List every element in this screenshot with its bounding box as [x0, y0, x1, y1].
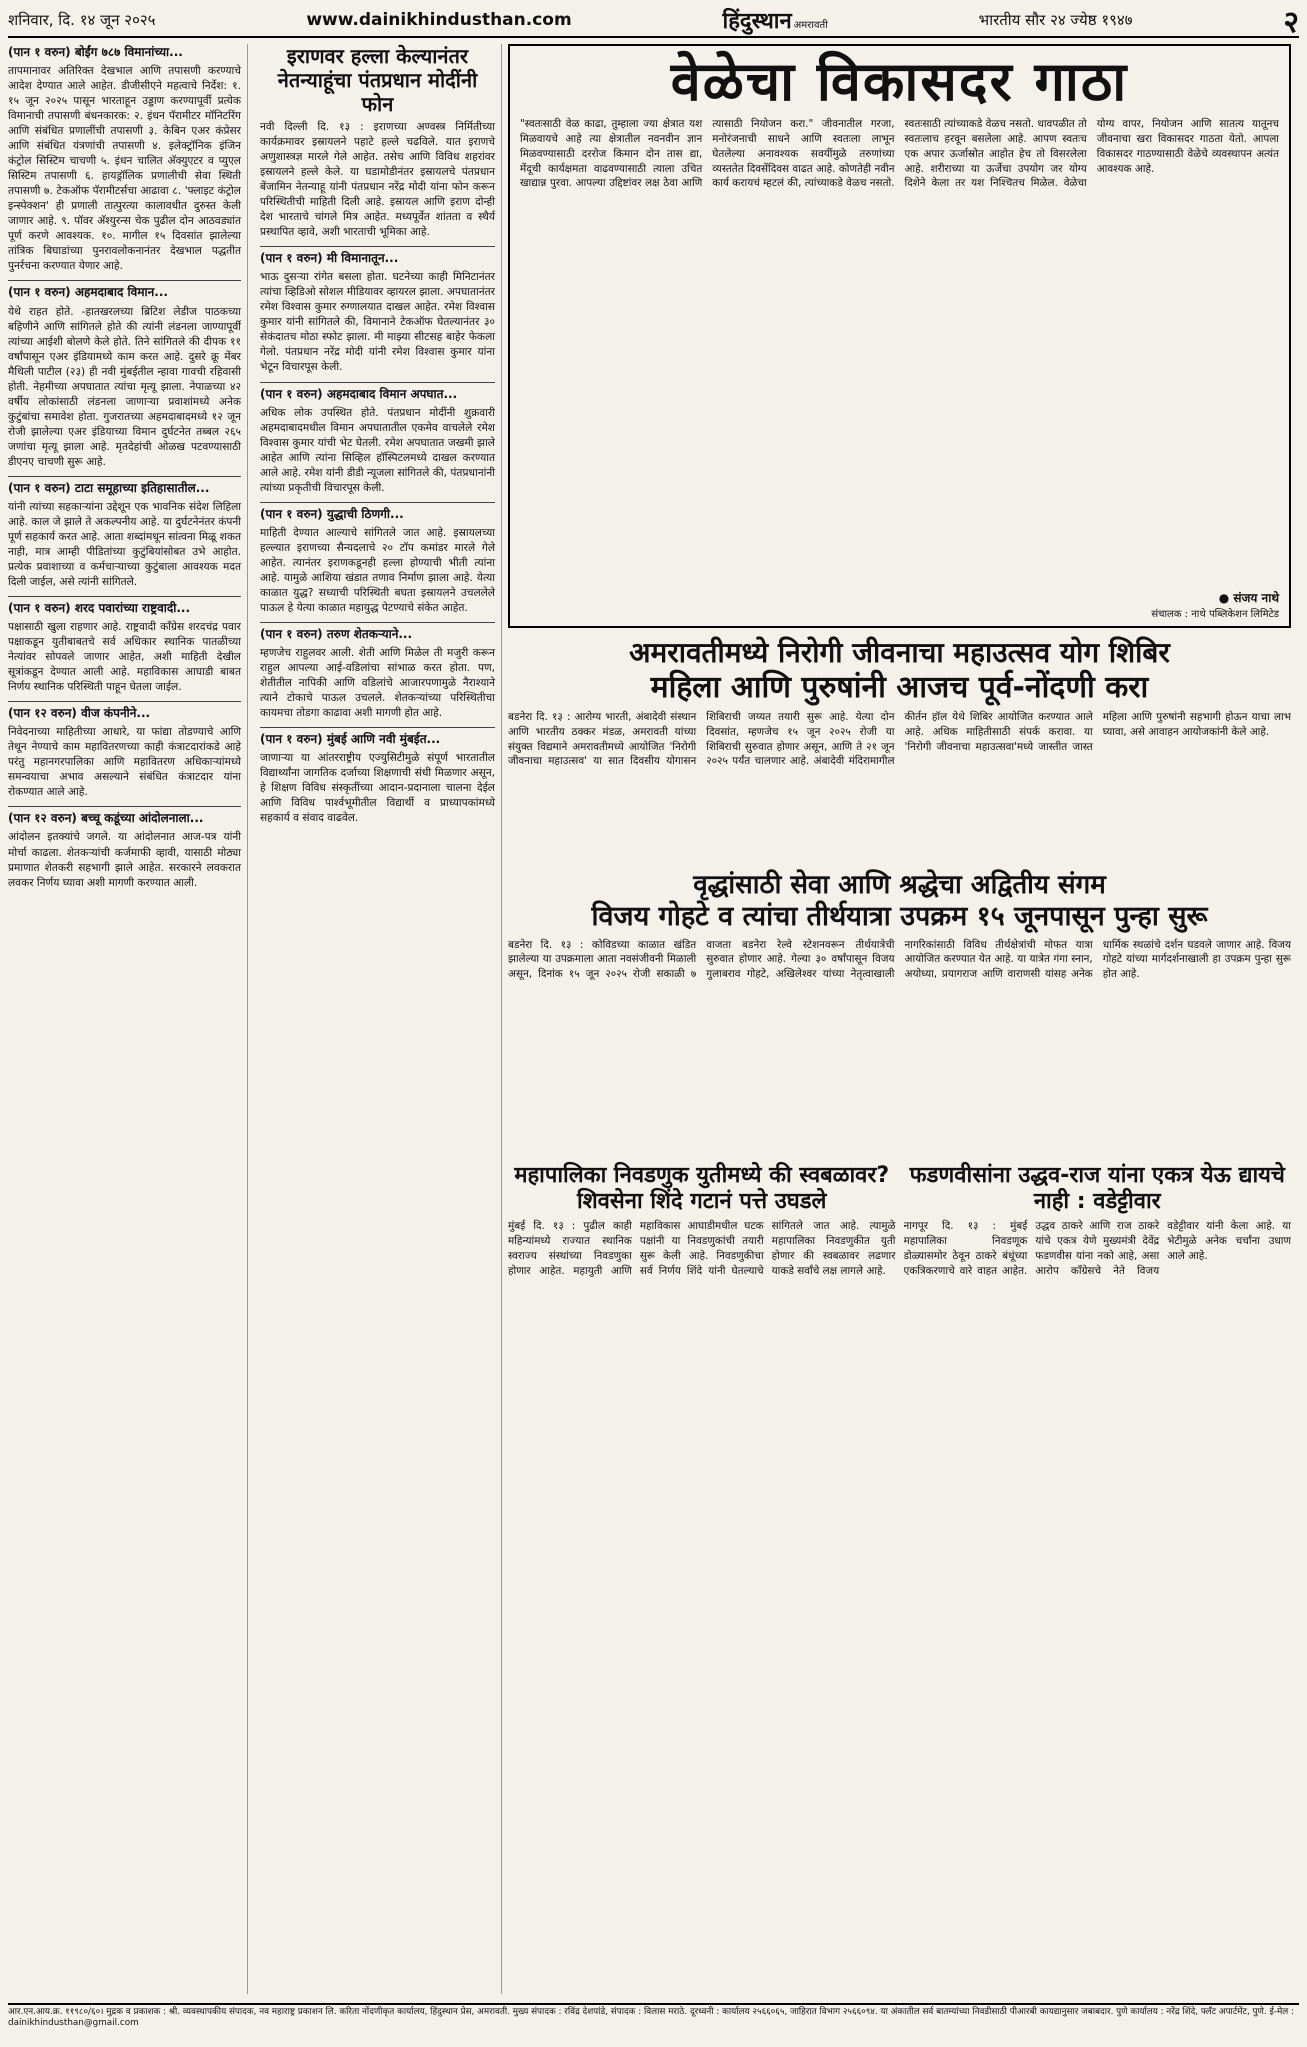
yoga-camp-article — [508, 636, 1291, 860]
story-text: यांनी त्यांच्या सहकाऱ्यांना उद्देशून एक भावनिक संदेश लिहिला आहे. काल जे झाले ते अकल्पनीय आहे. या दुर्घटनेनंतर कंपनी पूर्ण सहकार्य करत आहे. आता शब्दांमधून सांत्वना मिळू शकत नाही, मात्र आम्ही पीडितांच्या कुटुंबियांसोबत उभे आहोत. प्रत्येक प्रवाशाच्या व कर्मचाऱ्याच्या कुटुंबाला आवश्यक मदत दिली जाईल, असे त्यांनी सांगितले. — [8, 500, 241, 589]
story-headline: (पान १ वरुन) शरद पवारांच्या राष्ट्रवादी... — [8, 596, 241, 617]
pilgrimage-body: बडनेरा दि. १३ : कोविडच्या काळात खंडित झालेल्या या उपक्रमाला आता नवसंजीवनी मिळाली असून, दिनांक १५ जून २०२५ रोजी सकाळी ७ वाजता बडनेरा रेल्वे स्टेशनवरून तीर्थयात्रेची सुरुवात होणार आहे. गेल्या ३० वर्षांपासून विजय गुलाबराव गोहटे, अखिलेश्वर यांच्या नेतृत्वाखाली नागरिकांसाठी विविध तीर्थक्षेत्रांची मोफत यात्रा आयोजित करण्यात येत आहे. या यात्रेत गंगा स्नान, अयोध्या, प्रयागराज आणि वाराणसी यांसह अनेक धार्मिक स्थळांचे दर्शन घडवले जाणार आहे. विजय गोहटे यांच्या मार्गदर्शनाखाली हा उपक्रम पुन्हा सुरू होत आहे. — [508, 938, 1291, 981]
yoga-title: अमरावतीमध्ये निरोगी जीवनाचा महाउत्सव योग शिबिर — [629, 636, 1170, 670]
story-headline: (पान १ वरुन) टाटा समूहाच्या इतिहासातील... — [8, 476, 241, 497]
imprint-footer: आर.एन.आय.क्र. ११९८०/६०। मुद्रक व प्रकाशक : श्री. व्यवस्थापकीय संपादक, नव महाराष्ट्र प्रकाशन लि. करिता नोंदणीकृत कार्यालय, हिंदुस्थान प्रेस, अमरावती. मुख्य संपादक : रविंद्र देशपांडे, संपादक : विलास मराठे. दूरध्वनी : कार्यालय २५६६०६५, जाहिरात विभाग २५६६०९४. या अंकातील सर्व बातम्यांच्या निवडीसाठी पीआरबी कायद्यानुसार जबाबदार. पुणे कार्यालय : नरेंद्र शिंदे, फ्लॅट अपार्टमेंट, पुणे. ई-मेल : dainikhindusthan@gmail.com — [8, 2003, 1299, 2043]
fadnavis-body: नागपूर दि. १३ : मुंबई महापालिका निवडणूक डोळ्यासमोर ठेवून ठाकरे बंधूंच्या एकत्रिकरणाचे वारे वाहत आहेत. उद्धव ठाकरे आणि राज ठाकरे यांचे एकत्र येणे मुख्यमंत्री देवेंद्र फडणवीस यांना नको आहे, असा आरोप काँग्रेसचे नेते विजय वडेट्टीवार यांनी केला आहे. या भेटीमुळे अनेक चर्चांना उधाण आले आहे. — [903, 1220, 1291, 1277]
masthead — [8, 4, 1299, 38]
story-headline: (पान १ वरुन) अहमदाबाद विमान... — [8, 280, 241, 301]
yoga-body: बडनेरा दि. १३ : आरोग्य भारती, अंबादेवी संस्थान आणि भारतीय ठक्कर मंडळ, अमरावती यांच्या संयुक्त विद्यमाने अमरावतीमध्ये आयोजित 'निरोगी जीवनाचा महाउत्सव' या सात दिवसीय योगासन शिबिराची जय्यत तयारी सुरू आहे. येत्या दोन दिवसांत, म्हणजेच १५ जून २०२५ रोजी या शिबिराची सुरुवात होणार असून, आणि ते २१ जून २०२५ पर्यंत चालणार आहे. अंबादेवी मंदिरामागील कीर्तन हॉल येथे शिबिर आयोजित करण्यात आले आहे. अधिक माहितीसाठी संपर्क करावा. या 'निरोगी जीवनाचा महाउत्सवा'मध्ये जास्तीत जास्त महिला आणि पुरुषांनी सहभागी होऊन याचा लाभ घ्यावा, असे आवाहन आयोजकांनी केले आहे. — [508, 710, 1291, 768]
pilgrimage-subtitle: विजय गोहटे व त्यांचा तीर्थयात्रा उपक्रम १५ जूनपासून पुन्हा सुरू — [591, 901, 1208, 933]
shivsena-body: मुंबई दि. १३ : पुढील काही महिन्यांमध्ये राज्यात स्थानिक स्वराज्य संस्थांच्या निवडणुका होणार आहेत. महायुती आणि महाविकास आघाडीमधील घटक पक्षांनी या निवडणुकांची तयारी सुरू केली आहे. निवडणुकीचा सर्व निर्णय शिंदे यांनी घेतल्याचे सांगितले जात आहे. त्यामुळे महापालिका निवडणुकीत युती होणार की स्वबळावर लढणार याकडे सर्वांचे लक्ष लागले आहे. — [508, 1220, 896, 1277]
fadnavis-article — [904, 1163, 1292, 1690]
story-headline: इराणवर हल्ला केल्यानंतर नेतन्याहूंचा पंतप्रधान मोदींनी फोन — [277, 44, 478, 116]
story-headline: (पान १ वरुन) अहमदाबाद विमान अपघात... — [260, 382, 495, 403]
story-text: म्हणजेच राहुलवर आली. शेती आणि मिळेल ती मजुरी करून राहुल आपल्या आई-वडिलांचा सांभाळ करत होता. पण, शेतीतील नापिकी आणि वडिलांचे आजारपणामुळे नैराश्याने त्याने टोकाचे पाऊल उचलले. शेतकऱ्यांच्या परिस्थितीचा कायमचा तोडगा काढावा अशी मागणी होत आहे. — [260, 646, 495, 720]
story-text: निवेदनाच्या माहितीच्या आधारे, या फांद्या तोडण्याचे आणि तेथून नेण्याचे काम महावितरणच्या काही कंत्राटदारांकडे आहे परंतु महानगरपालिका आणि महावितरण अधिकाऱ्यांमध्ये समन्वयाचा अभाव असल्याने संबंधित कंत्राटदार यांना रोकण्यात आले आहे. — [8, 726, 241, 799]
story-text: अधिक लोक उपस्थित होते. पंतप्रधान मोदींनी शुक्रवारी अहमदाबादमधील विमान अपघातातील एकमेव वाचलेले रमेश विश्वास कुमार यांची भेट घेतली. रमेश अपघातात जखमी झाले आहेत आणि त्यांना सिव्हिल हॉस्पिटलमध्ये दाखल करण्यात आले आहे. रमेश यांनी डीडी न्यूजला सांगितले की, पंतप्रधानांनी त्यांच्या प्रकृतीची विचारपूस केली. — [260, 406, 495, 494]
story-headline: (पान १२ वरुन) बच्चू कडूंच्या आंदोलनाला... — [8, 806, 241, 827]
date-line: शनिवार, दि. १४ जून २०२५ — [8, 11, 156, 29]
yoga-subtitle: महिला आणि पुरुषांनी आजच पूर्व-नोंदणी करा — [650, 669, 1149, 705]
editorial-article — [508, 44, 1291, 628]
story-headline: (पान १ वरुन) मुंबई आणि नवी मुंबईत... — [260, 727, 495, 748]
story-text: माहिती देण्यात आल्याचे सांगितले जात आहे. इस्रायलच्या हल्ल्यात इराणच्या सैन्यदलाचे २० टॉप कमांडर मारले गेले आहेत. त्यानंतर इराणकडूनही हल्ला होण्याची भीती त्यांना आहे. यामुळे आशिया खंडात तणाव निर्माण झाला आहे. येत्या काळात युद्ध? सध्याची परिस्थिती बघता इस्रायलने उचललेले पाऊल हे येत्या काळात महायुद्ध पेटण्याचे संकेत आहेत. — [260, 526, 495, 614]
column-continued-stories-1 — [8, 44, 248, 1994]
page-body — [8, 38, 1299, 1998]
page-number: २ — [1283, 4, 1299, 40]
website-link[interactable]: www.dainikhindusthan.com — [306, 10, 572, 30]
right-section — [508, 44, 1291, 1689]
editorial-title: वेळेचा विकासदर गाठा — [670, 50, 1129, 113]
story-text: जाणाऱ्या या आंतरराष्ट्रीय एज्युसिटीमुळे संपूर्ण भारतातील विद्यार्थ्यांना जागतिक दर्जाच्या शिक्षणाची संधी मिळणार असून, हे शिक्षण विविध संस्कृतींच्या आदान-प्रदानाला चालना देईल आणि विविध पार्श्वभूमीतील विद्यार्थी व प्राध्यापकांमध्ये सहकार्य व संवाद वाढवेल. — [260, 752, 495, 825]
story-headline: (पान १ वरुन) मी विमानातून... — [260, 246, 495, 267]
fadnavis-title: फडणवीसांना उद्धव-राज यांना एकत्र येऊ द्यायचे नाही : वडेट्टीवार — [909, 1162, 1285, 1214]
editorial-credit: संचालक : नाथे पब्लिकेशन लिमिटेड — [1151, 609, 1279, 621]
story-headline: (पान १ वरुन) तरुण शेतकऱ्याने... — [260, 622, 495, 643]
newspaper-logo: हिंदुस्थान अमरावती — [722, 8, 828, 34]
story-text: पक्षासाठी खुला राहणार आहे. राष्ट्रवादी काँग्रेस शरदचंद्र पवार पक्षाकडून युतीबाबतचे सर्व अधिकार स्थानिक पातळीच्या नेत्यांवर सोपवले जाणार आहेत, अशी माहिती देखील सूत्रांकडून देण्यात आली आहे. महाविकास आघाडी बाबत निर्णय स्थानिक परिस्थिती पाहून घेतला जाईल. — [8, 621, 241, 694]
pilgrimage-article — [508, 870, 1291, 1153]
pilgrimage-title: वृद्धांसाठी सेवा आणि श्रद्धेचा अद्वितीय संगम — [693, 869, 1106, 900]
story-headline: (पान १२ वरुन) वीज कंपनीने... — [8, 701, 241, 722]
story-headline: (पान १ वरुन) युद्धाची ठिणगी... — [260, 502, 495, 523]
column-continued-stories-2 — [254, 44, 502, 1994]
story-text: तापमानावर अतिरिक्त देखभाल आणि तपासणी करण्याचे आदेश देण्यात आले आहेत. डीजीसीएने महत्वाचे निर्देश: १. १५ जून २०२५ पासून भारताहून उड्डाण करण्यापूर्वी प्रत्येक विमानाची तपासणी बंधनकारक: २. इंधन पॅरामीटर मॉनिटरिंग आणि संबंधित प्रणालींची तपासणी ३. केबिन एअर कंप्रेसर आणि संबंधित यंत्रणांची तपासणी ४. इलेक्ट्रॉनिक इंजिन कंट्रोल सिस्टिम चाचणी ५. इंधन चालित अ‍ॅक्युएटर व प्युएल सिस्टिम तपासणी ६. हायड्रॉलिक प्रणालीची सेवा स्थिती तपासणी ७. टेकऑफ पॅरामीटर्सचा आढावा ८. 'फ्लाइट कंट्रोल इन्स्पेक्शन' ही प्रणाली तात्पुरत्या कालावधीत दुरुस्त केली जाणार आहे. ९. पॉवर अ‍ॅश्युरन्स चेक पुढील दोन आठवड्यांत पूर्ण करणे आवश्यक. १०. मागील १५ दिवसांत झालेल्या तांत्रिक बिघाडांच्या पुनरावलोकनानंतर देखभाल पद्धतीत पुनर्रचना करण्यात येणार आहे. — [8, 65, 241, 273]
editorial-byline: ● संजय नाथे — [1218, 591, 1279, 606]
story-text: नवी दिल्ली दि. १३ : इराणच्या अण्वस्त्र निर्मितीच्या कार्यक्रमावर इस्रायलने पहाटे हल्ले चढविले. यात इराणचे अणुशास्त्रज्ञ मारले गेले आहेत. तसेच आणि विविध शहरांवर इस्रायलने हल्ले केले. या घडामोडीनंतर इस्रायलचे पंतप्रधान बेंजामिन नेतन्याहू यांनी पंतप्रधान नरेंद्र मोदी यांना फोन करून परिस्थितीची माहिती दिली आहे. इस्रायल आणि इराण दोन्ही देश भारताचे चांगले मित्र आहेत. मध्यपूर्वेत शांतता व स्थैर्य प्रस्थापित व्हावे, अशी भारताची भूमिका आहे. — [260, 121, 495, 239]
editorial-body: "स्वतःसाठी वेळ काढा, तुम्हाला ज्या क्षेत्रात यश मिळवायचे आहे त्या क्षेत्रातील नवनवीन ज्ञान मिळवण्यासाठी दररोज किमान दोन तास द्या, मेंदूची कार्यक्षमता वाढवण्यासाठी त्याला उचित खाद्यान्न पुरवा. आपल्या उद्दिष्टांवर लक्ष ठेवा आणि त्यासाठी नियोजन करा." जीवनातील गरजा, मनोरंजनाची साधने आणि स्वतःला लाभून घेतलेल्या अनावश्यक सवयींमुळे तरुणांच्या व्यस्ततेत दिवसेंदिवस वाढत आहे. कोणतेही नवीन कार्य करायचं म्हटलं की, त्यांच्याकडे वेळच नसतो. स्वतःसाठी त्यांच्याकडे वेळच नसतो. धावपळीत तो स्वतःलाच हरवून बसलेला आहे. आपण स्वतःच एक अपार ऊर्जास्रोत आहोत हेच तो विसरलेला आहे. शरीराच्या या ऊर्जेचा उपयोग जर योग्य दिशेने केला तर यश निश्चितच मिळेल. वेळेचा योग्य वापर, नियोजन आणि सातत्य यातूनच जीवनाचा खरा विकासदर गाठता येतो. आपला विकासदर गाठण्यासाठी वेळेचे व्यवस्थापन अत्यंत आवश्यक आहे. — [520, 118, 1279, 190]
story-text: भाऊ दुसऱ्या रांगेत बसला होता. घटनेच्या काही मिनिटानंतर त्यांचा व्हिडिओ सोशल मीडियावर व्हायरल झाला. अपघातानंतर रमेश विश्वास कुमार रुग्णालयात दाखल आहेत. रमेश विश्वास कुमार यांनी सांगितले की, विमानाने टेकऑफ घेतल्यानंतर ३० सेकंदातच मोठा स्फोट झाला. मी माझ्या सीटसह बाहेर फेकला गेलो. पंतप्रधान नरेंद्र मोदी यांनी रमेश विश्वास कुमार यांना भेटून विचारपूस केली. — [260, 271, 495, 374]
shivsena-article — [508, 1163, 896, 1690]
shivsena-title: महापालिका निवडणुक युतीमध्ये की स्वबळावर? शिवसेना शिंदे गटानं पत्ते उघडले — [514, 1162, 890, 1214]
story-text: येथे राहत होते. -हातखरलच्या ब्रिटिश लेडीज पाठकच्या बहिणीने आणि सांगितले होते की त्यांनी लंडनला जाण्यापूर्वी त्यांच्या आईशी बोलणे केले होते. तिने सांगितले की दीपक ११ वर्षांपासून एअर इंडियामध्ये काम करत आहे. दुसरे क्रू मेंबर मैथिली पाटील (२३) ही नवी मुंबईतील न्हावा गावची रहिवासी होती. नेहमीच्या अपघातात त्यांचा मृत्यू झाला. नेपाळच्या ४२ वर्षीय लोकांसाठी लंडनला जाणाऱ्या प्रवाशांमध्ये अनेक कुटुंबांचा समावेश होता. गुजरातच्या अहमदाबादमध्ये १२ जून रोजी झालेल्या एअर इंडियाच्या विमान दुर्घटनेत तब्बल २६५ जणांचा मृत्यू झाला आहे. मृतदेहांची ओळख पटवण्यासाठी डीएनए चाचणी सुरू आहे. — [8, 305, 241, 468]
indian-date: भारतीय सौर २४ ज्येष्ठ १९४७ — [978, 11, 1133, 29]
story-headline: (पान १ वरुन) बोईंग ७८७ विमानांच्या... — [8, 45, 183, 59]
bottom-articles — [508, 1163, 1291, 1690]
story-text: आंदोलन इतक्यांचे जगले. या आंदोलनात आज-पत्र यांनी मोर्चा काढला. शेतकऱ्यांची कर्जमाफी व्हावी, यासाठी मोठ्या प्रमाणात शेतकरी सहभागी झाले आहेत. सरकारने लवकरात लवकर निर्णय घ्यावा अशी मागणी करण्यात आली. — [8, 831, 241, 889]
